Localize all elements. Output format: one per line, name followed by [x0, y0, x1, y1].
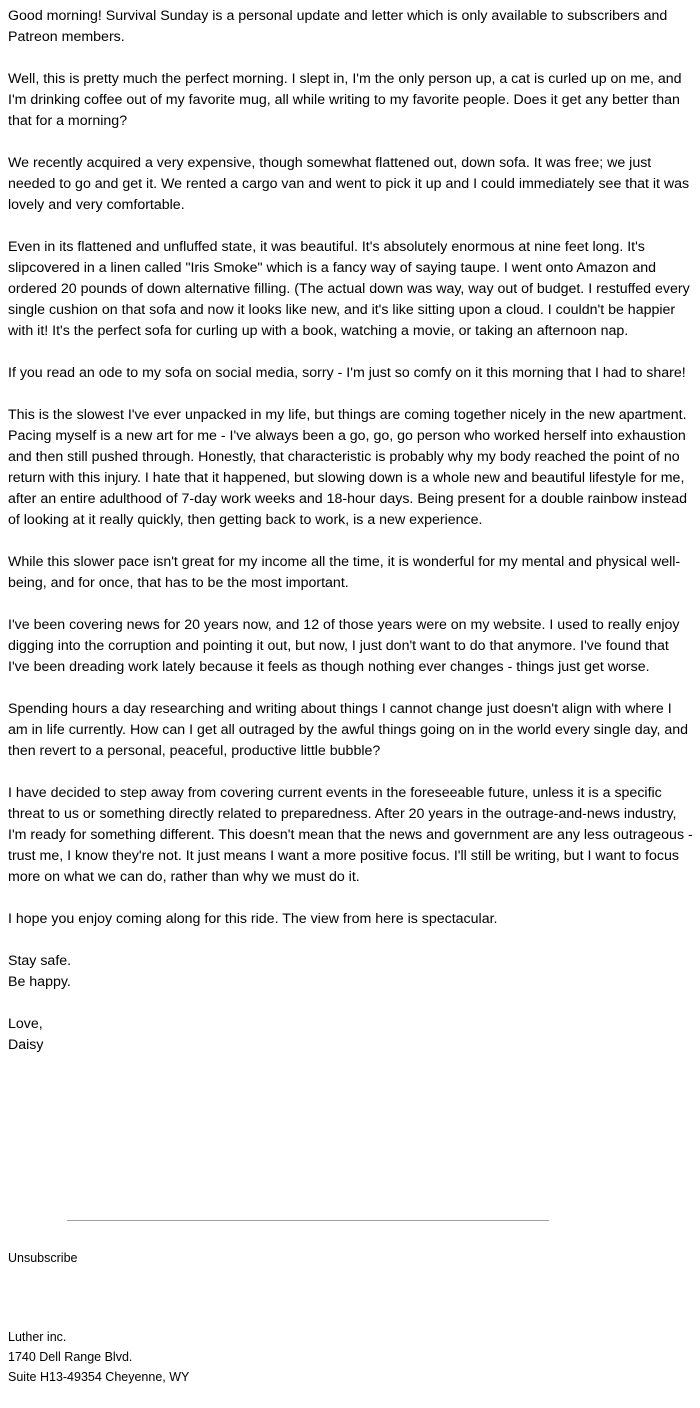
- footer-divider: [67, 1220, 549, 1221]
- unsubscribe-link[interactable]: Unsubscribe: [8, 1251, 78, 1265]
- letter-paragraph: If you read an ode to my sofa on social media, sorry - I'm just so comfy on it this morning that I had to share!: [8, 365, 686, 381]
- address-line-1: 1740 Dell Range Blvd.: [8, 1350, 133, 1364]
- letter-paragraph: Spending hours a day researching and writing about things I cannot change just doesn't align with where I am in life currently. How can I get all outraged by the awful things going on in the world every single day, and then revert to a personal, peaceful, productive little bubble?: [8, 701, 689, 759]
- letter-paragraph: Well, this is pretty much the perfect morning. I slept in, I'm the only person up, a cat is curled up on me, and I'm drinking coffee out of my favorite mug, all while writing to my favorite people. Does it get any better than that for a morning?: [8, 71, 682, 129]
- letter-paragraph-greeting: Good morning! Survival Sunday is a personal update and letter which is only available to subscribers and Patreon members.: [8, 8, 668, 45]
- letter-signature-block: [8, 1014, 694, 1056]
- signoff: Love,: [8, 1016, 43, 1032]
- footer-address: [8, 1327, 189, 1387]
- address-line-2: Suite H13-49354 Cheyenne, WY: [8, 1370, 190, 1384]
- letter-closing: [8, 951, 694, 993]
- letter-paragraph: While this slower pace isn't great for my income all the time, it is wonderful for my mental and physical well-being, and for once, that has to be the most important.: [8, 554, 681, 591]
- letter-paragraph: I have decided to step away from covering current events in the foreseeable future, unless it is a specific threat to us or something directly related to preparedness. After 20 years in the outrage-and-news industry, I'm ready for something different. This doesn't mean that the news and government are any less outrageous - trust me, I know they're not. It just means I want a more positive focus. I'll still be writing, but I want to focus more on what we can do, rather than why we must do it.: [8, 785, 693, 885]
- letter-paragraph: I've been covering news for 20 years now, and 12 of those years were on my website. I used to really enjoy digging into the corruption and pointing it out, but now, I just don't want to do that anymore. I've found that I've been dreading work lately because it feels as though nothing ever changes - things just get worse.: [8, 617, 680, 675]
- letter-paragraph: Even in its flattened and unfluffed state, it was beautiful. It's absolutely enormous at nine feet long. It's slipcovered in a linen called "Iris Smoke" which is a fancy way of saying taupe. I went onto Amazon and ordered 20 pounds of down alternative filling. (The actual down was way, way out of budget. I restuffed every single cushion on that sofa and now it looks like new, and it's like sitting upon a cloud. I couldn't be happier with it! It's the perfect sofa for curling up with a book, watching a movie, or taking an afternoon nap.: [8, 239, 690, 339]
- signature: Daisy: [8, 1037, 44, 1053]
- letter-paragraph: I hope you enjoy coming along for this ride. The view from here is spectacular.: [8, 911, 498, 927]
- company-name: Luther inc.: [8, 1330, 67, 1344]
- closing-line-1: Stay safe.: [8, 953, 72, 969]
- letter-paragraph: This is the slowest I've ever unpacked in my life, but things are coming together nicely in the new apartment. Pacing myself is a new art for me - I've always been a go, go, go person who worked herself into exhaustion and then still pushed through. Honestly, that characteristic is probably why my body reached the point of no return with this injury. I hate that it happened, but slowing down is a whole new and beautiful lifestyle for me, after an entire adulthood of 7-day work weeks and 18-hour days. Being present for a double rainbow instead of looking at it really quickly, then getting back to work, is a new experience.: [8, 407, 688, 528]
- closing-line-2: Be happy.: [8, 974, 71, 990]
- letter-body: [8, 6, 694, 1077]
- letter-paragraph: We recently acquired a very expensive, though somewhat flattened out, down sofa. It was free; we just needed to go and get it. We rented a cargo van and went to pick it up and I could immediately see that it was lovely and very comfortable.: [8, 155, 690, 213]
